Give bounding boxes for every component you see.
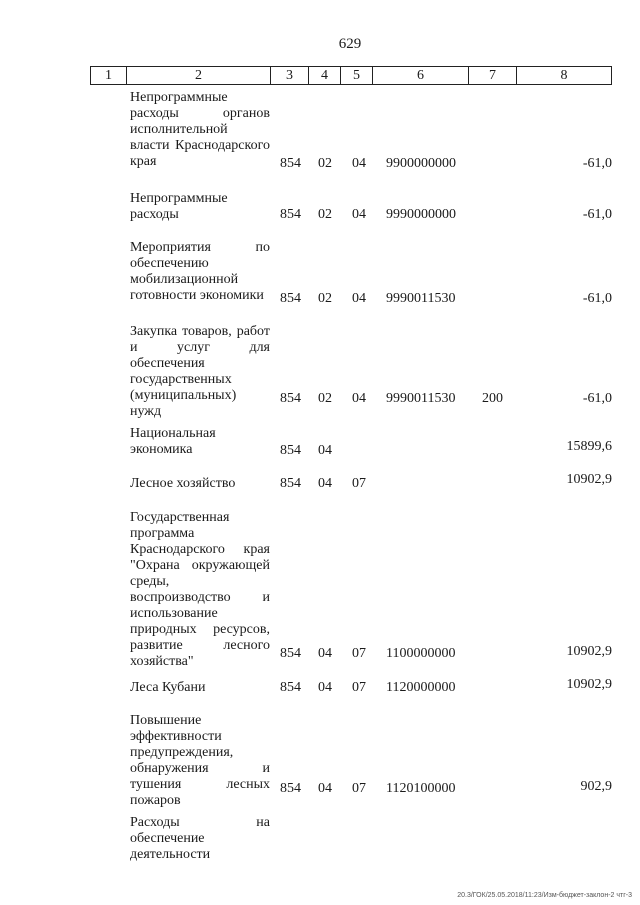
cell-col4: 04 [318, 781, 332, 796]
cell-col3: 854 [280, 680, 301, 695]
cell-col5: 07 [352, 680, 366, 695]
page-number: 629 [338, 36, 362, 52]
cell-col4: 04 [318, 476, 332, 491]
cell-col6: 1120000000 [386, 680, 456, 695]
cell-col8: -61,0 [582, 291, 612, 306]
cell-col5: 04 [352, 156, 366, 171]
column-header: 5 [341, 67, 373, 84]
cell-col8: 10902,9 [566, 677, 612, 692]
cell-col4: 04 [318, 443, 332, 458]
footer-stamp: 20.3/ГОК/25.05.2018/11:23/Изм-бюджет-заклон-2 чтг-3 [457, 892, 632, 899]
cell-col8: -61,0 [582, 391, 612, 406]
cell-col4: 02 [318, 207, 332, 222]
row-label: Лесное хозяйство [130, 476, 236, 491]
column-header: 7 [469, 67, 517, 84]
cell-col8: -61,0 [582, 207, 612, 222]
cell-col4: 02 [318, 391, 332, 406]
cell-col6: 9990011530 [386, 391, 456, 406]
cell-col8: 15899,6 [566, 439, 612, 454]
cell-col3: 854 [280, 781, 301, 796]
cell-col6: 1120100000 [386, 781, 456, 796]
row-label: Непрограммные расходы органов исполнительной власти Краснодарского края [130, 90, 270, 169]
cell-col3: 854 [280, 646, 301, 661]
column-header: 4 [309, 67, 341, 84]
column-header: 1 [91, 67, 127, 84]
row-label: Леса Кубани [130, 680, 206, 695]
cell-col8: 902,9 [580, 779, 612, 794]
cell-col6: 1100000000 [386, 646, 456, 661]
cell-col5: 07 [352, 476, 366, 491]
column-header: 6 [373, 67, 469, 84]
cell-col5: 04 [352, 291, 366, 306]
column-header: 8 [560, 68, 568, 83]
cell-col5: 07 [352, 646, 366, 661]
table-header-row [90, 66, 612, 85]
cell-col3: 854 [280, 207, 301, 222]
cell-col7: 200 [482, 391, 503, 406]
cell-col4: 04 [318, 680, 332, 695]
cell-col5: 07 [352, 781, 366, 796]
column-header: 2 [127, 67, 271, 84]
cell-col6: 9990011530 [386, 291, 456, 306]
cell-col8: 10902,9 [566, 472, 612, 487]
cell-col3: 854 [280, 443, 301, 458]
cell-col8: -61,0 [582, 156, 612, 171]
cell-col3: 854 [280, 476, 301, 491]
cell-col8: 10902,9 [566, 644, 612, 659]
row-label: Национальная экономика [130, 426, 216, 457]
cell-col5: 04 [352, 207, 366, 222]
column-header: 3 [271, 67, 309, 84]
row-label: Закупка товаров, работ и услуг для обеспечения государственных (муниципальных) нужд [130, 324, 270, 419]
cell-col6: 9990000000 [386, 207, 456, 222]
row-label: Повышение эффективности предупреждения, обнаружения и тушения лесных пожаров [130, 713, 270, 808]
row-label: Мероприятия по обеспечению мобилизационной готовности экономики [130, 240, 270, 303]
cell-col6: 9900000000 [386, 156, 456, 171]
row-label: Расходы на обеспечение деятельности [130, 815, 270, 862]
cell-col4: 02 [318, 291, 332, 306]
cell-col4: 02 [318, 156, 332, 171]
cell-col3: 854 [280, 391, 301, 406]
row-label: Непрограммные расходы [130, 191, 228, 222]
row-label: Государственная программа Краснодарского края "Охрана окружающей среды, воспроизводство и использование природных ресурсов, развитие лесного хозяйства" [130, 510, 270, 669]
cell-col3: 854 [280, 291, 301, 306]
cell-col4: 04 [318, 646, 332, 661]
cell-col5: 04 [352, 391, 366, 406]
cell-col3: 854 [280, 156, 301, 171]
